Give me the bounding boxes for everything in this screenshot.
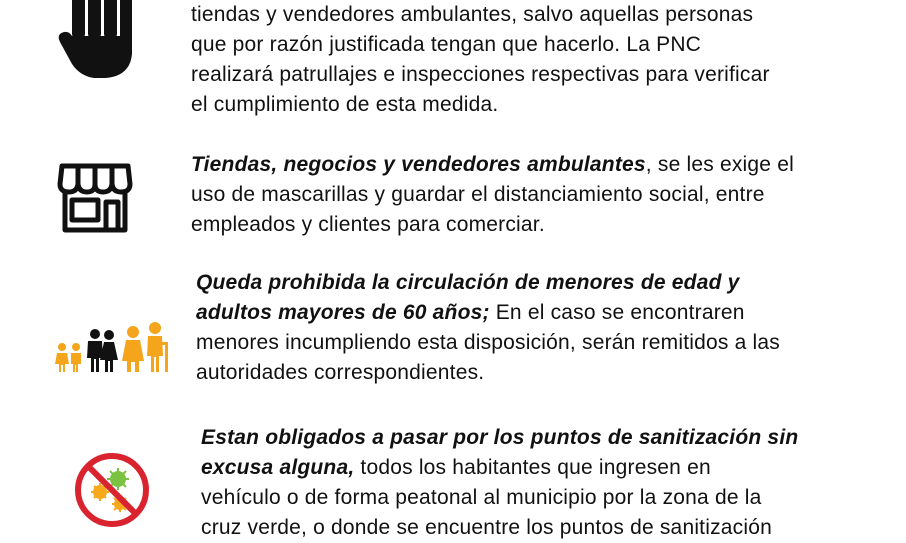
section-1-line-4: el cumplimiento de esta medida.	[191, 93, 499, 116]
section-1-line-1: tiendas y vendedores ambulantes, salvo aquellas personas	[191, 3, 754, 26]
stop-hand-icon	[58, 0, 142, 82]
section-4-line-1: Estan obligados a pasar por los puntos de sanitización sin	[201, 426, 799, 449]
section-4-line-3: vehículo o de forma peatonal al municipio por la zona de la	[201, 486, 762, 509]
section-3-line-3: menores incumpliendo esta disposición, serán remitidos a las	[196, 331, 780, 354]
section-4-line-4: cruz verde, o donde se encuentre los puntos de sanitización	[201, 516, 772, 539]
section-2-line-2: uso de mascarillas y guardar el distanciamiento social, entre	[191, 183, 765, 206]
section-2-line-3: empleados y clientes para comerciar.	[191, 213, 545, 236]
family-icon	[53, 318, 173, 374]
section-1-line-2: que por razón justificada tengan que hacerlo. La PNC	[191, 33, 702, 56]
section-1-line-3: realizará patrullajes e inspecciones respectivas para verificar	[191, 63, 770, 86]
section-3-line-1: Queda prohibida la circulación de menores de edad y	[196, 271, 740, 294]
section-3-line-4: autoridades correspondientes.	[196, 361, 485, 384]
no-virus-icon	[74, 452, 150, 528]
section-4-line-2: excusa alguna, todos los habitantes que ingresen en	[201, 456, 711, 479]
store-icon	[56, 162, 134, 234]
section-2-line-1: Tiendas, negocios y vendedores ambulantes, se les exige el	[191, 153, 794, 176]
section-3-line-2: adultos mayores de 60 años; En el caso se encontraren	[196, 301, 745, 324]
